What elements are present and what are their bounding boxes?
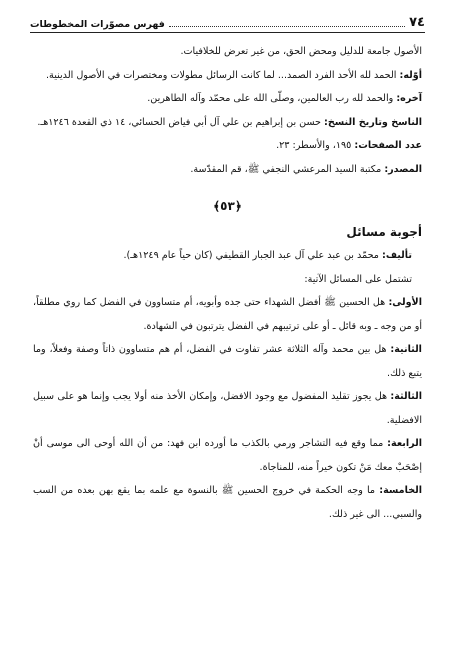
question-1-label: الأولى: [388,297,422,308]
question-5-text: ما وجه الحكمة في خروج الحسين ﷺ بالنسوة مع علمه بما يقع بهن بعده من السب والسبي... الى غير ذلك. [33,485,422,520]
author-label: تأليف: [382,250,412,261]
source-label: المصدر: [384,163,422,175]
running-title: فهرس مصوّرات المخطوطات [30,19,165,30]
question-5-label: الخامسة: [379,485,422,496]
question-4 [33,432,422,479]
question-2 [33,338,422,385]
question-5 [33,479,422,526]
first-text: الحمد لله الأحد الفرد الصمد... لما كانت الرسائل مطولات ومختصرات في الأصول الدينية. [46,69,397,81]
last-label: آخره: [396,93,422,104]
page-number: ٧٤ [409,15,425,30]
author-para [33,244,422,268]
question-1 [33,291,422,338]
question-3-label: الثالثة: [390,391,422,402]
entry-continuation: الأصول جامعة للدليل ومحض الحق، من غير تعرض للخلافيات. [180,46,422,57]
question-1-text: هل الحسين ﷺ أفضل الشهداء حتى جده وأبويه، أم متساوون في الفضل كما روي مطلقاً، أو من وجه ـ وبه قائل ـ أو على ترتيبهم في الفضل يترتبون في الشهادة. [33,297,422,332]
author-text: محمّد بن عبد علي آل عبد الجبار القطيفي (كان حياً عام ١٢٤٩هـ). [123,250,379,261]
pages-para [33,134,422,158]
question-4-text: مما وقع فيه التشاجر ورمي بالكذب ما أورده ابن فهد: من أن الله أوحى الى موسى أنْ إصْحَبْ معك مَنْ تكون خيراً منه، للمناجاة. [33,438,422,473]
header-dots-divider [169,25,405,27]
last-line-para [33,87,422,111]
pages-label: عدد الصفحات: [354,140,422,151]
copyist-label: الناسخ وتاريخ النسخ: [324,116,422,128]
first-line-para [33,64,422,88]
copyist-text: حسن بن إبراهيم بن علي آل أبي فياض الحسائي، ١٤ ذي القعدة ١٢٤٦هـ. [37,116,321,128]
question-4-label: الرابعة: [387,438,422,449]
first-label: أوّله: [399,69,422,81]
pages-text: ١٩٥، والأسطر: ٢٣. [276,140,352,151]
last-text: والحمد لله رب العالمين، وصلّى الله على محمّد وآله الطاهرين. [147,93,394,104]
question-2-text: هل بين محمد وآله الثلاثة عشر تفاوت في الفضل، أم هم متساوون ذاتاً وصفة وفعلاً، وما يتبع ذلك. [33,344,422,379]
page-content [33,40,422,526]
source-text: مكتبة السيد المرعشي النجفي ﷺ، قم المقدّسة. [190,163,382,175]
book-title: أجوبة مسائل [346,224,422,239]
contains-para: تشتمل على المسائل الآتية: [304,273,412,285]
question-3-text: هل يجوز تقليد المفضول مع وجود الافضل، وإمكان الأخذ منه أولا يجب وإنما هو على سبيل الافضلية. [33,391,422,426]
question-3 [33,385,422,432]
page-header [30,8,425,33]
entry-number: ﴿٥٣﴾ [213,199,242,213]
source-para [33,158,422,182]
question-2-label: الثانية: [390,344,422,355]
copyist-para [33,111,422,135]
